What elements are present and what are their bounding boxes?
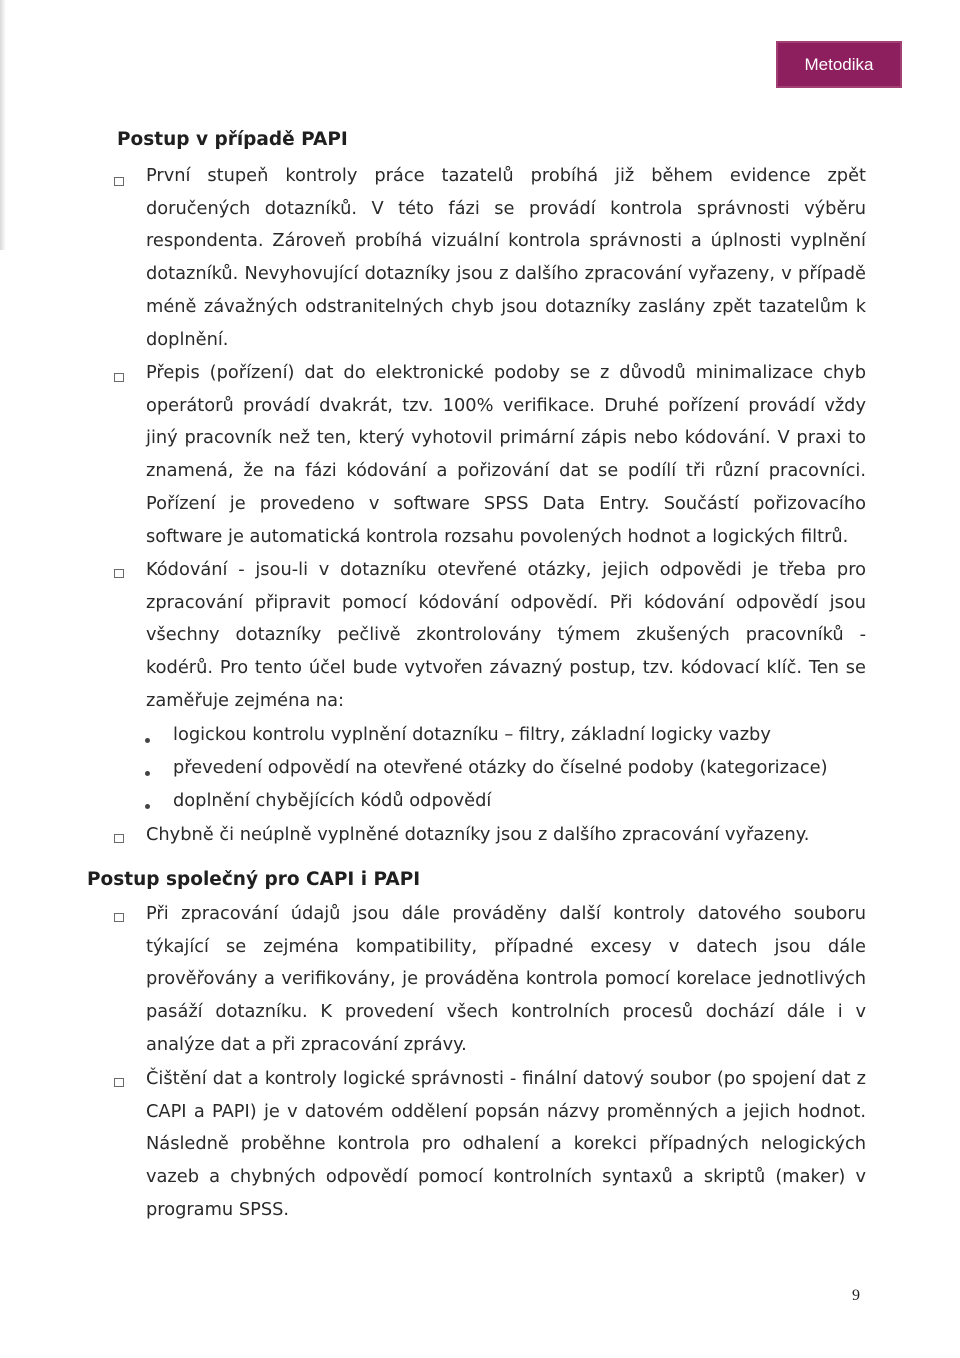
section-heading-papi: Postup v případě PAPI (117, 129, 348, 150)
subitem-missing-codes: doplnění chybějících kódů odpovědí (173, 790, 492, 811)
paragraph-further-checks: Při zpracování údajů jsou dále prováděny další kontroly datového souboru týkající se zejména kompatibility, případné excesy v datech jsou dále prověřovány a verifikovány, je prováděna kontrola pomocí korelace jednotlivých pasáží dotazníku. K provedení všech kontrolních procesů dochází dále i v analýze dat a při zpracování zprávy. (146, 903, 866, 1055)
paragraph-rejected: Chybně či neúplně vyplněné dotazníky jsou z dalšího zpracování vyřazeny. (146, 824, 810, 845)
checkbox-bullet-icon (114, 913, 124, 922)
subitem-logic-check: logickou kontrolu vyplnění dotazníku – filtry, základní logicky vazby (173, 724, 771, 745)
dot-bullet-icon (145, 738, 150, 743)
paragraph-coding: Kódování - jsou-li v dotazníku otevřené otázky, jejich odpovědi je třeba pro zpracování připravit pomocí kódování odpovědí. Při kódování odpovědí jsou všechny dotazníky pečlivě zkontrolovány týmem zkušených pracovníků - kodérů. Pro tento účel bude vytvořen závazný postup, tzv. kódovací klíč. Ten se zaměřuje zejména na: (146, 559, 866, 711)
checkbox-bullet-icon (114, 177, 124, 186)
checkbox-bullet-icon (114, 834, 124, 843)
dot-bullet-icon (145, 804, 150, 809)
subitem-categorization: převedení odpovědí na otevřené otázky do číselné podoby (kategorizace) (173, 757, 828, 778)
dot-bullet-icon (145, 771, 150, 776)
checkbox-bullet-icon (114, 569, 124, 578)
paragraph-data-entry: Přepis (pořízení) dat do elektronické podoby se z důvodů minimalizace chyb operátorů provádí dvakrát, tzv. 100% verifikace. Druhé pořízení provádí vždy jiný pracovník než ten, který vyhotovil primární zápis nebo kódování. V praxi to znamená, že na fázi kódování a pořizování dat se podílí tři různí pracovníci. Pořízení je provedeno v software SPSS Data Entry. Součástí pořizovacího software je automatická kontrola rozsahu povolených hodnot a logických filtrů. (146, 362, 866, 547)
section-tag: Metodika (776, 41, 902, 88)
section-heading-common: Postup společný pro CAPI i PAPI (87, 869, 421, 890)
scan-edge-shadow (0, 0, 6, 250)
paragraph-data-cleaning: Čištění dat a kontroly logické správnosti - finální datový soubor (po spojení dat z CAPI a PAPI) je v datovém oddělení popsán názvy proměnných a jejich hodnot. Následně proběhne kontrola pro odhalení a korekci případných nelogických vazeb a chybných odpovědí pomocí kontrolních syntaxů a skriptů (maker) v programu SPSS. (146, 1068, 866, 1220)
checkbox-bullet-icon (114, 1078, 124, 1087)
page-number: 9 (852, 1287, 860, 1304)
paragraph-first-control: První stupeň kontroly práce tazatelů probíhá již během evidence zpět doručených dotazníků. V této fázi se provádí kontrola správnosti výběru respondenta. Zároveň probíhá vizuální kontrola správnosti a úplnosti vyplnění dotazníků. Nevyhovující dotazníky jsou z dalšího zpracování vyřazeny, v případě méně závažných odstranitelných chyb jsou dotazníky zaslány zpět tazatelům k doplnění. (146, 165, 866, 350)
checkbox-bullet-icon (114, 373, 124, 382)
